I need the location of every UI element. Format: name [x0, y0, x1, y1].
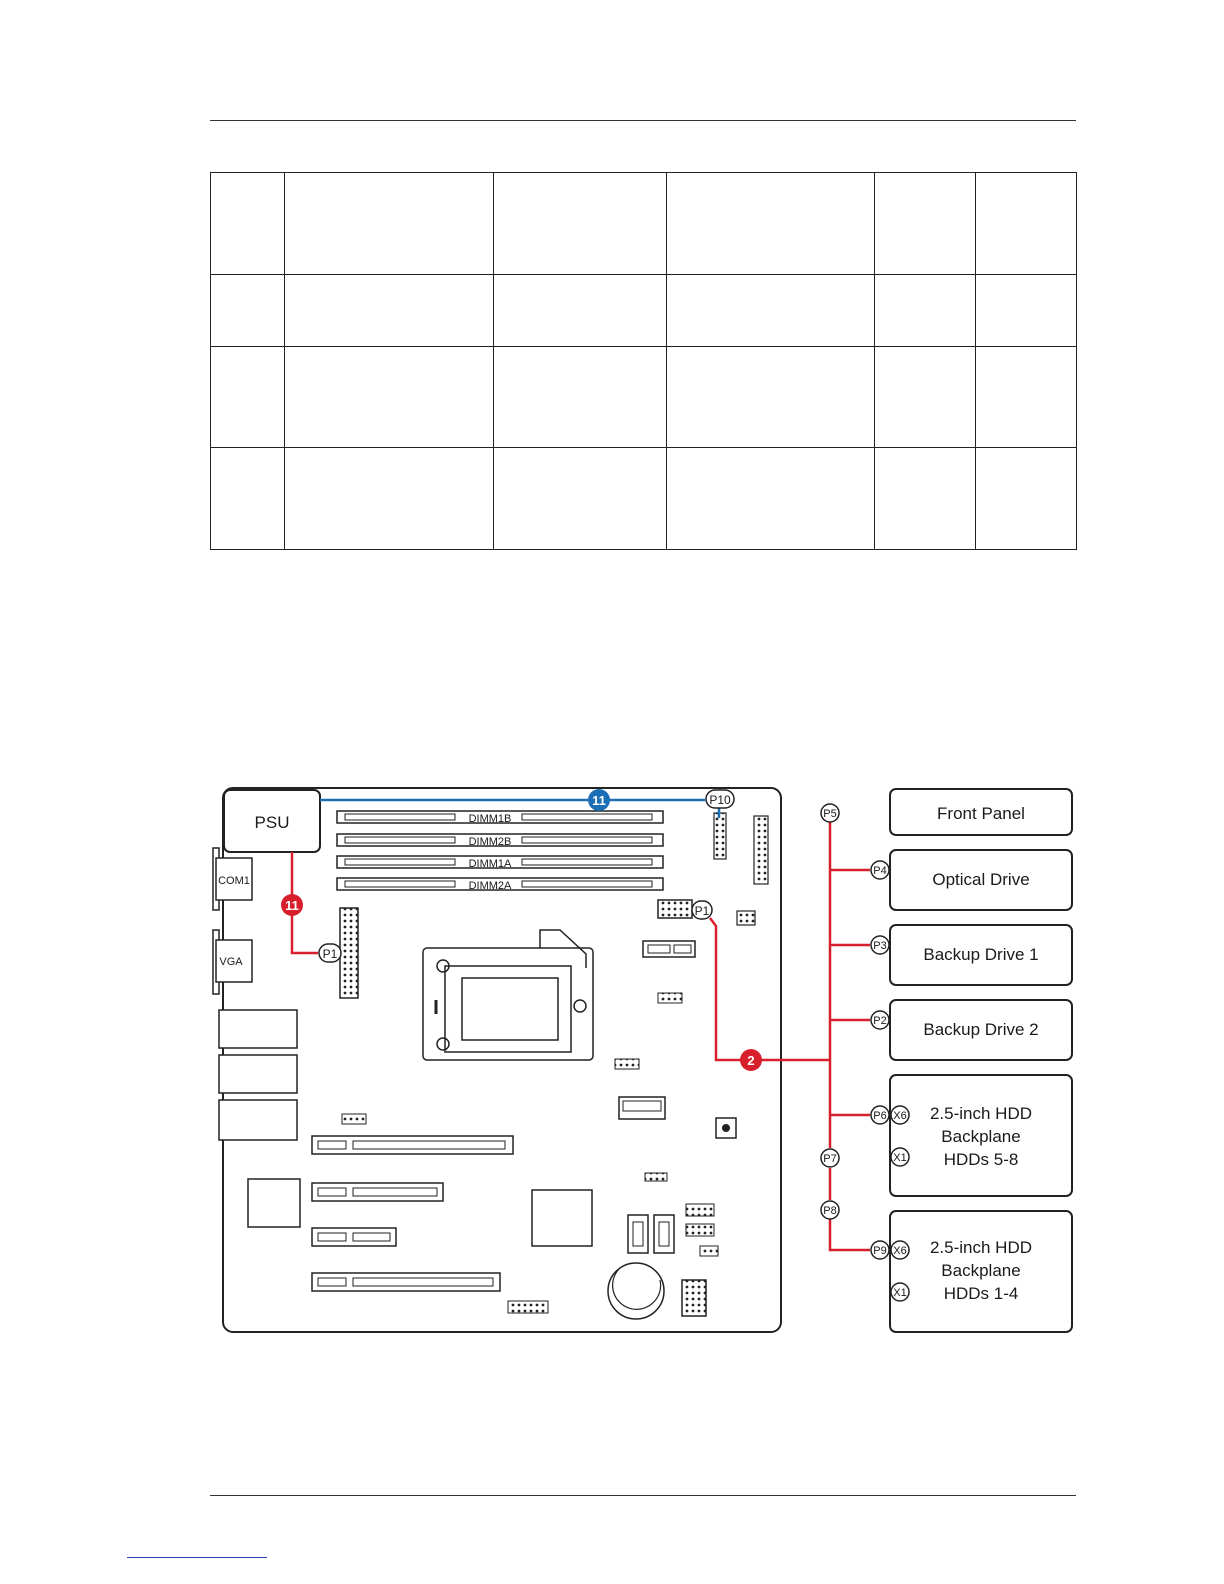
backplane-b-line2: Backplane: [941, 1261, 1021, 1280]
usb-header: [754, 816, 768, 884]
com-label: COM1: [218, 875, 250, 887]
dimm-label: DIMM1B: [468, 813, 512, 825]
usb-port-stack: [219, 1055, 297, 1093]
connector-p4: [871, 861, 889, 879]
cable-marker-red-data: [740, 1049, 762, 1071]
device-backup-drive-1: [890, 925, 1072, 985]
dimm-slot: [337, 834, 663, 848]
sata-connectors: [628, 1215, 674, 1253]
connector-x1-b: [891, 1283, 909, 1301]
backplane-a-line3: HDDs 5-8: [943, 1150, 1019, 1169]
red-data-cable: [710, 918, 830, 1060]
cable-marker-blue-label: 11: [592, 793, 606, 808]
com-port: [213, 848, 252, 910]
device-front-panel: [890, 789, 1072, 835]
connector-p1-board-label: P1: [694, 904, 710, 918]
dimm-slot: [337, 856, 663, 870]
cpu-socket: [423, 930, 593, 1060]
dimm-label: DIMM1A: [468, 858, 512, 870]
device-backup-drive-2: [890, 1000, 1072, 1060]
connector-p9-label: P9: [873, 1245, 887, 1257]
dimm-slot: [337, 878, 663, 892]
device-backup-drive-1-label: Backup Drive 1: [923, 945, 1039, 964]
backplane-b-line3: HDDs 1-4: [943, 1284, 1019, 1303]
connector-p7-label: P7: [823, 1153, 837, 1165]
device-optical-drive: [890, 850, 1072, 910]
backplane-a-line2: Backplane: [941, 1127, 1021, 1146]
device-optical-drive-label: Optical Drive: [932, 870, 1030, 889]
connector-x1-b-label: X1: [893, 1287, 907, 1299]
connector-p4-label: P4: [873, 865, 887, 877]
device-backplane-hdds-5-8: [890, 1075, 1072, 1196]
connector-x6-b: [891, 1241, 909, 1259]
dimm-label: DIMM2B: [468, 836, 512, 848]
fan-header: [737, 911, 755, 925]
pcie-slot: [312, 1228, 396, 1246]
device-front-panel-label: Front Panel: [937, 804, 1025, 823]
psu-label: PSU: [254, 813, 290, 832]
pcie-slot: [312, 1183, 443, 1201]
cable-marker-blue: [588, 789, 610, 811]
connector-p2-label: P2: [873, 1015, 887, 1027]
board-components: [248, 941, 736, 1316]
dimm-slot: [337, 811, 663, 825]
connector-p5-label: P5: [823, 808, 837, 820]
connector-p6: [871, 1106, 889, 1124]
connector-x1-a: [891, 1148, 909, 1166]
connector-p1-main-label: P1: [322, 947, 338, 961]
connector-p10: [706, 790, 734, 808]
connector-p2: [871, 1011, 889, 1029]
connector-p3: [871, 936, 889, 954]
connector-x6-a-label: X6: [893, 1110, 907, 1122]
dimm-slots: [337, 811, 663, 892]
front-panel-header: [714, 813, 726, 859]
pcie-slots: [312, 1136, 513, 1291]
vga-port: [213, 930, 252, 994]
connector-p1-board: [692, 901, 712, 919]
connector-p6-label: P6: [873, 1110, 887, 1122]
cable-marker-red-psu: [281, 894, 303, 916]
branch-backplane-b: [830, 1219, 870, 1250]
backplane-a-line1: 2.5-inch HDD: [929, 1104, 1033, 1123]
cable-marker-red-data-label: 2: [747, 1053, 755, 1068]
connector-p5: [821, 804, 839, 822]
connector-x1-a-label: X1: [893, 1152, 907, 1164]
connector-p8-label: P8: [823, 1205, 837, 1217]
cable-marker-red-psu-label: 11: [285, 898, 299, 913]
connector-p8: [821, 1201, 839, 1219]
usb-port-stack: [219, 1010, 297, 1048]
connector-p7: [821, 1149, 839, 1167]
connector-p1-main: [319, 944, 341, 962]
device-backplane-hdds-1-4: [890, 1211, 1072, 1332]
lan-port-stack: [219, 1100, 297, 1140]
connector-x6-b-label: X6: [893, 1245, 907, 1257]
vga-label: VGA: [219, 956, 243, 968]
connector-p9: [871, 1241, 889, 1259]
pcie-slot: [312, 1136, 513, 1154]
cpu-power-connector: [658, 900, 692, 918]
backplane-b-line1: 2.5-inch HDD: [929, 1238, 1033, 1257]
connector-p10-label: P10: [709, 793, 731, 807]
pcie-slot: [312, 1273, 500, 1291]
cmos-battery: [608, 1263, 664, 1319]
main-power-connector: [340, 908, 358, 998]
device-backup-drive-2-label: Backup Drive 2: [923, 1020, 1039, 1039]
connector-x6-a: [891, 1106, 909, 1124]
connector-p3-label: P3: [873, 940, 887, 952]
psu-block: [224, 790, 320, 852]
dimm-label: DIMM2A: [468, 880, 512, 892]
